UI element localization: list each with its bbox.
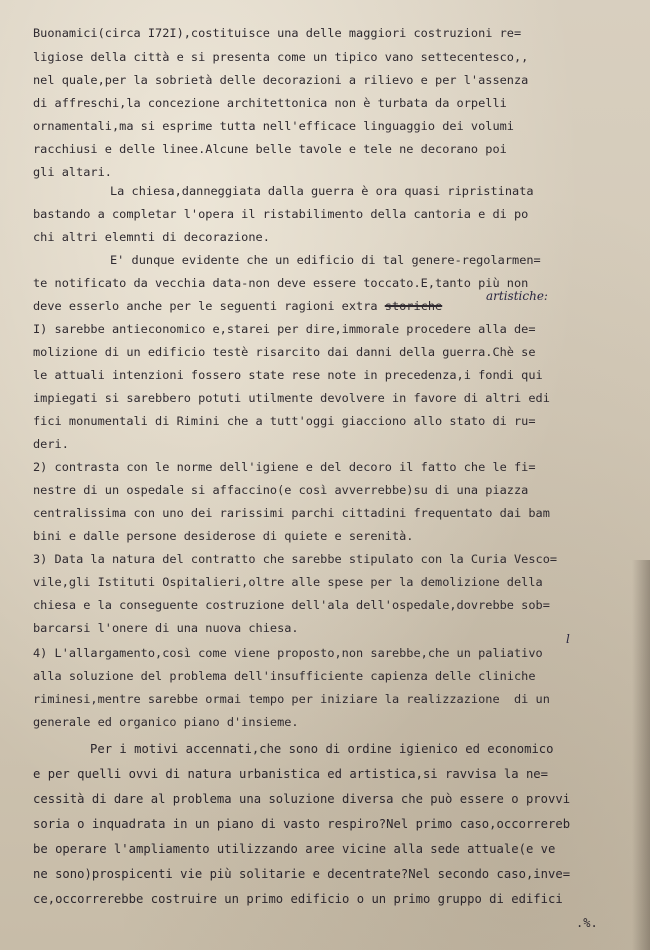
text-line: riminesi,mentre sarebbe ormai tempo per iniziare la realizzazione di un <box>33 692 550 706</box>
text-line: generale ed organico piano d'insieme. <box>33 715 299 729</box>
page-continuation-mark: .%. <box>576 916 598 930</box>
text-line: cessità di dare al problema una soluzione diversa che può essere o provvi <box>33 792 571 806</box>
struck-word: storiche <box>384 299 443 313</box>
text-line: 2) contrasta con le norme dell'igiene e del decoro il fatto che le fi= <box>33 460 536 474</box>
text-line: nel quale,per la sobrietà delle decorazioni a rilievo e per l'assenza <box>33 73 529 87</box>
text-line: di affreschi,la concezione architettonica non è turbata da orpelli <box>33 96 507 110</box>
text-line: soria o inquadrata in un piano di vasto respiro?Nel primo caso,occorrereb <box>33 817 571 831</box>
text-line-with-correction <box>33 299 442 313</box>
text-line: be operare l'ampliamento utilizzando aree vicine alla sede attuale(e ve <box>33 842 556 856</box>
text-line: deri. <box>33 437 69 451</box>
text-line: ce,occorrerebbe costruire un primo edificio o un primo gruppo di edifici <box>33 892 563 906</box>
text-line: E' dunque evidente che un edificio di tal genere-regolarmen= <box>110 253 541 267</box>
text-line: fici monumentali di Rimini che a tutt'oggi giacciono allo stato di ru= <box>33 414 536 428</box>
text-line: gli altari. <box>33 165 112 179</box>
text-line: Per i motivi accennati,che sono di ordine igienico ed economico <box>90 742 554 756</box>
text-line: Buonamici(circa I72I),costituisce una delle maggiori costruzioni re= <box>33 26 522 40</box>
text-line: chi altri elemnti di decorazione. <box>33 230 270 244</box>
text-line: chiesa e la conseguente costruzione dell'ala dell'ospedale,dovrebbe sob= <box>33 598 550 612</box>
text-line: barcarsi l'onere di una nuova chiesa. <box>33 621 299 635</box>
page-fold-shadow <box>632 560 650 950</box>
text-line: alla soluzione del problema dell'insufficiente capienza delle cliniche <box>33 669 536 683</box>
text-line: bastando a completar l'opera il ristabilimento della cantoria e di po <box>33 207 529 221</box>
text-line: bini e dalle persone desiderose di quiete e serenità. <box>33 529 414 543</box>
text-line: ne sono)prospicenti vie più solitarie e decentrate?Nel secondo caso,inve= <box>33 867 571 881</box>
text-line: La chiesa,danneggiata dalla guerra è ora quasi ripristinata <box>110 184 534 198</box>
text-line: 4) L'allargamento,così come viene proposto,non sarebbe,che un paliativo <box>33 646 543 660</box>
text-line: vile,gli Istituti Ospitalieri,oltre alle spese per la demolizione della <box>33 575 543 589</box>
text-line: nestre di un ospedale si affaccino(e così avverrebbe)su di una piazza <box>33 483 529 497</box>
text-line: molizione di un edificio testè risarcito dai danni della guerra.Chè se <box>33 345 536 359</box>
handwritten-correction: artistiche: <box>486 289 548 303</box>
handwritten-insert: l <box>566 632 570 646</box>
text-line: le attuali intenzioni fossero state rese note in precedenza,i fondi qui <box>33 368 543 382</box>
text-line: racchiusi e delle linee.Alcune belle tavole e tele ne decorano poi <box>33 142 507 156</box>
text-line: ornamentali,ma si esprime tutta nell'efficace linguaggio dei volumi <box>33 119 514 133</box>
text-line: te notificato da vecchia data-non deve essere toccato.E,tanto più non <box>33 276 529 290</box>
text-line: centralissima con uno dei rarissimi parchi cittadini frequentato dai bam <box>33 506 550 520</box>
text-line: e per quelli ovvi di natura urbanistica ed artistica,si ravvisa la ne= <box>33 767 549 781</box>
text-line: 3) Data la natura del contratto che sarebbe stipulato con la Curia Vesco= <box>33 552 558 566</box>
text-line: I) sarebbe antieconomico e,starei per dire,immorale procedere alla de= <box>33 322 536 336</box>
text-line: ligiose della città e si presenta come un tipico vano settecentesco,, <box>33 50 529 64</box>
text-line: impiegati si sarebbero potuti utilmente devolvere in favore di altri edi <box>33 391 550 405</box>
typed-text: deve esserlo anche per le seguenti ragioni extra <box>33 299 385 313</box>
